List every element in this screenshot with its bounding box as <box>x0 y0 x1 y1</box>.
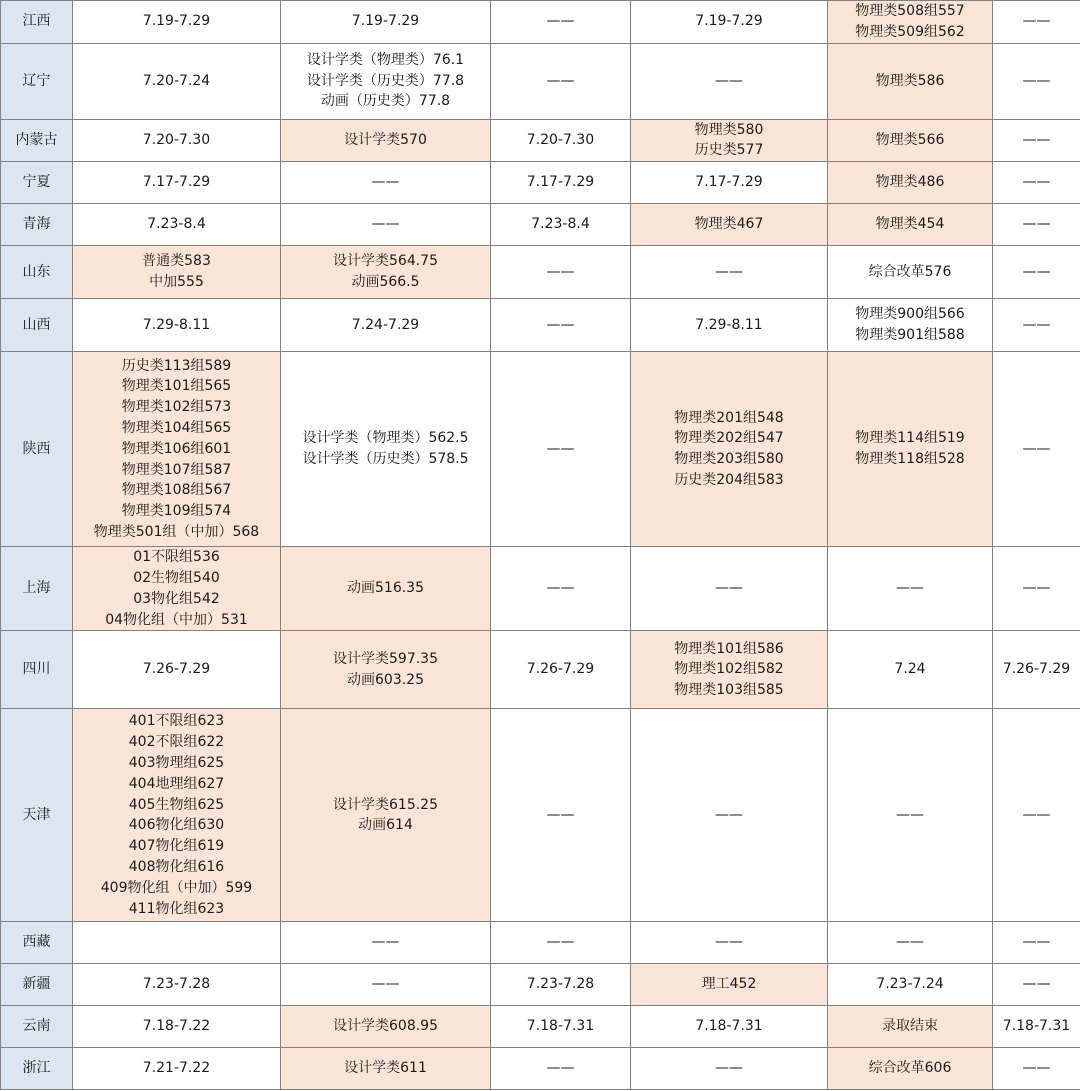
cell-line: 设计学类570 <box>344 131 427 148</box>
cell-line: 7.19-7.29 <box>142 13 211 30</box>
table-cell <box>281 352 491 547</box>
cell-line: 7.23-8.4 <box>147 216 206 233</box>
cell-line: 物理类900组566 <box>855 306 965 323</box>
cell-line: —— <box>371 976 400 993</box>
cell-line: 7.21-7.22 <box>142 1060 211 1077</box>
table-cell <box>828 204 993 246</box>
table-cell <box>631 299 828 352</box>
table-cell <box>73 922 281 964</box>
table-cell <box>631 964 828 1006</box>
cell-line: 物理类467 <box>694 216 764 233</box>
cell-line: —— <box>715 580 743 597</box>
table-cell <box>491 631 631 709</box>
table-cell <box>281 1048 491 1090</box>
table-cell <box>281 43 491 119</box>
cell-line: 406物化组630 <box>128 817 225 834</box>
table-cell <box>491 1 631 44</box>
cell-line: 理工452 <box>701 976 757 993</box>
cell-line: 7.17-7.29 <box>695 174 763 191</box>
cell-line: 7.24 <box>894 661 926 678</box>
table-cell <box>631 1 828 44</box>
cell-line: 物理类586 <box>875 72 945 89</box>
province-cell: 江西 <box>1 1 73 44</box>
table-cell <box>828 43 993 119</box>
table-cell <box>828 709 993 922</box>
cell-line: 7.18-7.22 <box>142 1018 211 1035</box>
table-cell <box>73 204 281 246</box>
cell-line: —— <box>546 316 575 333</box>
cell-line: 历史类204组583 <box>674 471 784 488</box>
table-row <box>1 299 1080 352</box>
cell-line: 录取结束 <box>882 1018 938 1035</box>
cell-line: 动画614 <box>358 817 413 834</box>
cell-line: 物理类203组580 <box>674 451 784 468</box>
cell-line: —— <box>715 806 743 823</box>
cell-line: 物理类501组（中加）568 <box>93 523 260 540</box>
cell-line: 物理类486 <box>875 174 945 191</box>
table-cell <box>73 119 281 162</box>
table-row <box>1 1048 1080 1090</box>
table-row <box>1 352 1080 547</box>
cell-line: 物理类566 <box>875 131 945 148</box>
cell-line: 设计学类608.95 <box>333 1018 438 1035</box>
table-cell <box>73 43 281 119</box>
cell-line: 物理类102组582 <box>674 661 784 678</box>
province-cell: 陕西 <box>1 352 73 547</box>
cell-line: 动画566.5 <box>351 274 420 291</box>
cell-line: 物理类107组587 <box>121 461 232 478</box>
cell-line: 7.17-7.29 <box>526 174 595 191</box>
table-row <box>1 119 1080 162</box>
cell-line: 7.29-8.11 <box>695 316 763 333</box>
cell-line: 7.20-7.30 <box>142 131 211 148</box>
cell-line: 动画516.35 <box>347 580 424 597</box>
table-cell <box>828 631 993 709</box>
cell-line: —— <box>546 263 575 280</box>
table-row <box>1 547 1080 631</box>
table-cell <box>828 1 993 44</box>
table-row <box>1 246 1080 299</box>
cell-line: 设计学类611 <box>344 1060 427 1077</box>
cell-line: 物理类508组557 <box>855 3 965 19</box>
cell-line: —— <box>371 216 400 233</box>
cell-line: —— <box>1022 72 1051 89</box>
table-cell <box>281 1 491 44</box>
table-cell <box>281 162 491 204</box>
province-cell: 四川 <box>1 631 73 709</box>
cell-line: 物理类109组574 <box>121 503 232 520</box>
cell-line: 物理类101组565 <box>121 378 232 395</box>
cell-line: —— <box>715 1060 743 1077</box>
cell-line: —— <box>546 1060 575 1077</box>
cell-line: 7.18-7.31 <box>1002 1018 1071 1035</box>
table-cell <box>828 246 993 299</box>
cell-line: —— <box>1022 316 1051 333</box>
cell-line: —— <box>546 13 575 30</box>
table-cell <box>73 1 281 44</box>
cell-line: 历史类113组589 <box>121 357 232 374</box>
table-cell <box>73 299 281 352</box>
cell-line: —— <box>1022 976 1051 993</box>
table-cell <box>631 352 828 547</box>
table-cell <box>828 922 993 964</box>
cell-line: 04物化组（中加）531 <box>105 611 248 628</box>
cell-line: —— <box>715 72 743 89</box>
cell-line: 设计学类（物理类）562.5 <box>302 430 469 447</box>
cell-line: 7.19-7.29 <box>351 13 420 30</box>
table-cell <box>491 352 631 547</box>
table-cell <box>993 204 1080 246</box>
cell-line: 405生物组625 <box>128 796 225 813</box>
table-cell <box>73 246 281 299</box>
table-cell <box>491 922 631 964</box>
table-cell <box>828 119 993 162</box>
cell-line: 物理类509组562 <box>855 23 965 40</box>
table-cell <box>993 922 1080 964</box>
cell-line: 物理类103组585 <box>674 682 784 699</box>
cell-line: 历史类577 <box>694 142 764 159</box>
cell-line: 403物理组625 <box>128 754 225 771</box>
table-cell <box>993 119 1080 162</box>
cell-line: 402不限组622 <box>128 734 225 751</box>
cell-line: —— <box>715 263 743 280</box>
cell-line: 物理类114组519 <box>855 430 965 447</box>
table-row <box>1 43 1080 119</box>
table-cell <box>993 1 1080 44</box>
cell-line: —— <box>896 580 924 597</box>
table-cell <box>631 1048 828 1090</box>
cell-line: 409物化组（中加）599 <box>100 879 253 896</box>
cell-line: 设计学类（历史类）578.5 <box>302 451 469 468</box>
cell-line: —— <box>1022 580 1051 597</box>
table-cell <box>281 119 491 162</box>
cell-line: —— <box>371 934 400 951</box>
cell-line: 设计学类（历史类）77.8 <box>306 72 465 89</box>
cell-line: 物理类201组548 <box>674 409 784 426</box>
province-cell: 浙江 <box>1 1048 73 1090</box>
table-cell <box>491 119 631 162</box>
cell-line: 02生物组540 <box>133 569 220 586</box>
cell-line: —— <box>1022 440 1051 457</box>
cell-line: 408物化组616 <box>128 858 225 875</box>
province-cell: 山东 <box>1 246 73 299</box>
cell-line: 物理类102组573 <box>121 399 232 416</box>
table-row <box>1 1 1080 44</box>
table-cell <box>491 162 631 204</box>
cell-line: —— <box>1022 216 1051 233</box>
table-cell <box>993 43 1080 119</box>
cell-line: 407物化组619 <box>128 838 225 855</box>
cell-line: 设计学类（物理类）76.1 <box>306 51 465 68</box>
table-cell <box>993 162 1080 204</box>
cell-line: 综合改革576 <box>868 263 952 280</box>
cell-line: 03物化组542 <box>133 590 220 607</box>
cell-line: —— <box>546 440 575 457</box>
cell-line: —— <box>1022 131 1051 148</box>
table-cell <box>73 709 281 922</box>
cell-line: —— <box>896 806 924 823</box>
province-cell: 山西 <box>1 299 73 352</box>
cell-line: —— <box>371 174 400 191</box>
cell-line: 物理类104组565 <box>121 419 232 436</box>
table-cell <box>491 43 631 119</box>
table-cell <box>281 709 491 922</box>
table-cell <box>73 631 281 709</box>
table-body <box>1 1 1080 1090</box>
cell-line: 物理类101组586 <box>674 640 784 657</box>
cell-line: 7.23-7.24 <box>876 976 944 993</box>
cell-line: 物理类108组567 <box>121 482 232 499</box>
cell-line: 动画（历史类）77.8 <box>320 93 451 110</box>
cell-line: 综合改革606 <box>868 1060 952 1077</box>
cell-line: 7.26-7.29 <box>526 661 595 678</box>
cell-line: 物理类901组588 <box>855 327 965 344</box>
cell-line: 物理类106组601 <box>121 440 232 457</box>
table-cell <box>281 922 491 964</box>
table-cell <box>828 352 993 547</box>
table-cell <box>631 547 828 631</box>
table-cell <box>631 162 828 204</box>
cell-line: 设计学类615.25 <box>333 796 438 813</box>
table-cell <box>631 204 828 246</box>
table-cell <box>631 246 828 299</box>
table-row <box>1 204 1080 246</box>
table-cell <box>993 299 1080 352</box>
table-cell <box>73 1006 281 1048</box>
cell-line: —— <box>546 72 575 89</box>
cell-line: 411物化组623 <box>128 900 225 917</box>
table-cell <box>281 246 491 299</box>
table-cell <box>491 964 631 1006</box>
cell-line: —— <box>546 580 575 597</box>
table-cell <box>491 299 631 352</box>
table-cell <box>73 964 281 1006</box>
table-cell <box>631 119 828 162</box>
cell-line: 7.24-7.29 <box>351 316 420 333</box>
cell-line: 普通类583 <box>142 253 211 270</box>
table-cell <box>631 43 828 119</box>
cell-line: 中加555 <box>149 274 204 291</box>
table-cell <box>828 964 993 1006</box>
province-cell: 新疆 <box>1 964 73 1006</box>
cell-line: —— <box>546 934 575 951</box>
table-cell <box>73 1048 281 1090</box>
cell-line: 7.23-7.28 <box>526 976 595 993</box>
province-cell: 云南 <box>1 1006 73 1048</box>
table-row <box>1 1006 1080 1048</box>
table-cell <box>828 547 993 631</box>
cell-line: 7.29-8.11 <box>142 316 211 333</box>
cell-line: —— <box>1022 13 1051 30</box>
cell-line: 设计学类597.35 <box>333 651 438 668</box>
cell-line: —— <box>1022 174 1051 191</box>
cell-line: 7.20-7.30 <box>526 131 595 148</box>
cell-line: —— <box>1022 934 1051 951</box>
table-cell <box>491 204 631 246</box>
cell-line: 7.26-7.29 <box>142 661 211 678</box>
table-cell <box>993 1006 1080 1048</box>
table-cell <box>281 1006 491 1048</box>
table-cell <box>73 547 281 631</box>
cell-line: 404地理组627 <box>128 775 225 792</box>
table-cell <box>631 631 828 709</box>
cell-line: 物理类580 <box>694 121 764 138</box>
table-cell <box>993 352 1080 547</box>
table-cell <box>993 246 1080 299</box>
province-cell: 内蒙古 <box>1 119 73 162</box>
province-cell: 西藏 <box>1 922 73 964</box>
cell-line: 7.18-7.31 <box>526 1018 595 1035</box>
table-row <box>1 631 1080 709</box>
cell-line: —— <box>715 934 743 951</box>
table-cell <box>993 1048 1080 1090</box>
table-cell <box>491 1048 631 1090</box>
cell-line: 设计学类564.75 <box>333 253 438 270</box>
table-cell <box>828 1048 993 1090</box>
table-cell <box>828 1006 993 1048</box>
table-cell <box>631 1006 828 1048</box>
table-row <box>1 709 1080 922</box>
cell-line: —— <box>1022 1060 1051 1077</box>
cell-line: 7.17-7.29 <box>142 174 211 191</box>
table-cell <box>491 547 631 631</box>
table-cell <box>281 964 491 1006</box>
cell-line: 物理类118组528 <box>855 451 965 468</box>
table-cell <box>993 964 1080 1006</box>
cell-line: 401不限组623 <box>128 713 225 730</box>
cell-line: 7.23-7.28 <box>142 976 211 993</box>
cell-line: 7.19-7.29 <box>695 13 763 30</box>
table-cell <box>73 162 281 204</box>
cell-line: —— <box>896 934 924 951</box>
table-cell <box>281 299 491 352</box>
table-cell <box>828 299 993 352</box>
cell-line: 物理类202组547 <box>674 430 784 447</box>
table-row <box>1 964 1080 1006</box>
cell-line: 7.20-7.24 <box>142 72 211 89</box>
cell-line: —— <box>1022 806 1051 823</box>
table-cell <box>491 1006 631 1048</box>
cell-line: 7.23-8.4 <box>531 216 590 233</box>
table-cell <box>993 631 1080 709</box>
table-cell <box>631 922 828 964</box>
province-cell: 宁夏 <box>1 162 73 204</box>
cell-line: 01不限组536 <box>133 549 220 566</box>
table-cell <box>491 709 631 922</box>
table-row <box>1 162 1080 204</box>
table-cell <box>828 162 993 204</box>
table-cell <box>491 246 631 299</box>
province-cell: 天津 <box>1 709 73 922</box>
province-cell: 青海 <box>1 204 73 246</box>
cell-line: 7.26-7.29 <box>1002 661 1071 678</box>
table-cell <box>631 709 828 922</box>
table-cell <box>281 631 491 709</box>
province-cell: 辽宁 <box>1 43 73 119</box>
table-cell <box>993 547 1080 631</box>
province-cell: 上海 <box>1 547 73 631</box>
cell-line: —— <box>546 806 575 823</box>
table-row <box>1 922 1080 964</box>
cell-line: 物理类454 <box>875 216 945 233</box>
table-cell <box>281 547 491 631</box>
cell-line: —— <box>1022 263 1051 280</box>
cell-line: 7.18-7.31 <box>695 1018 763 1035</box>
cell-line: 动画603.25 <box>347 671 424 688</box>
table-cell <box>993 709 1080 922</box>
table-cell <box>73 352 281 547</box>
table-cell <box>281 204 491 246</box>
